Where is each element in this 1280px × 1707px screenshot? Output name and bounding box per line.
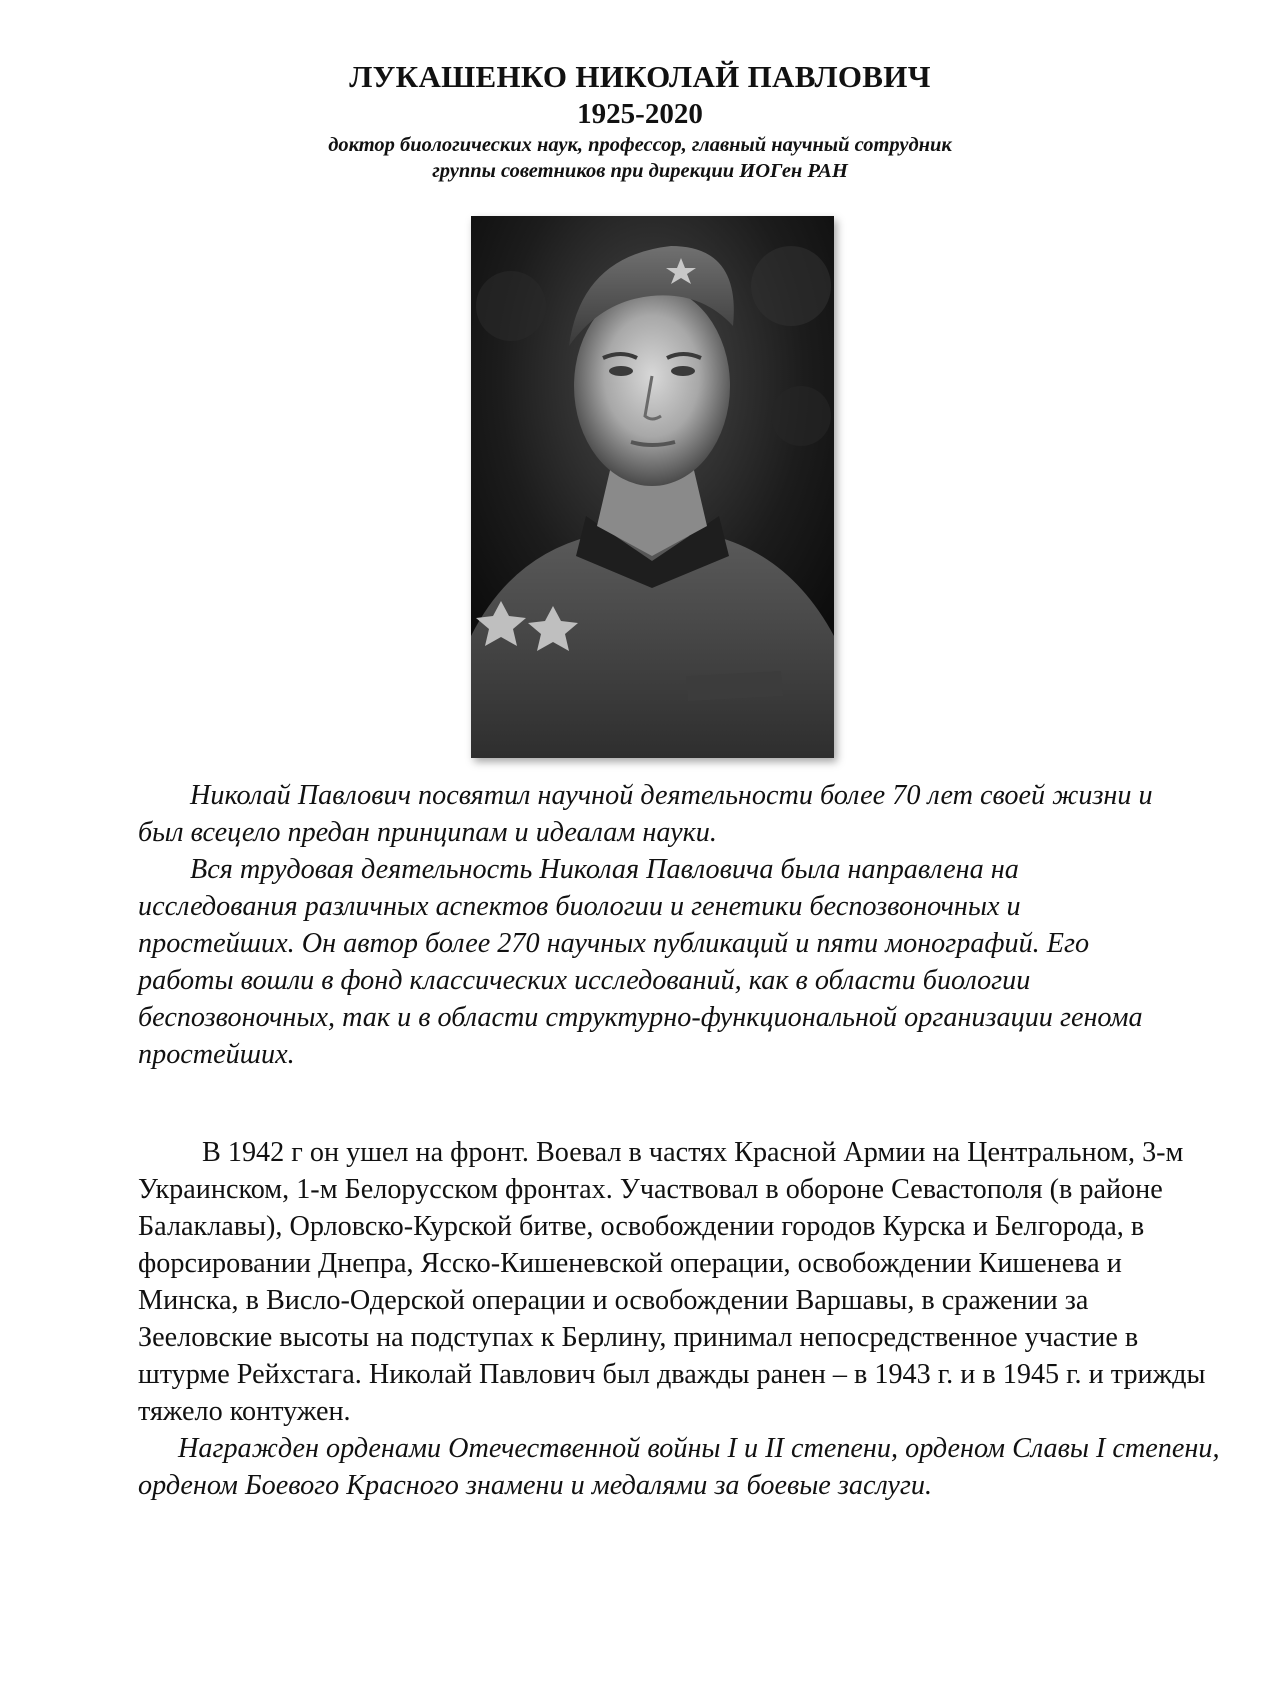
awards-paragraph: Награжден орденами Отечественной войны I и II степени, орденом Славы I степени, орденом Боевого Красного знамени и медалями за боевые заслуги. — [138, 1433, 1220, 1501]
biography-war — [138, 1134, 1228, 1504]
document-header — [0, 58, 1280, 184]
subtitle-line-1: доктор биологических наук, профессор, главный научный сотрудник — [328, 134, 952, 156]
bio-paragraph-2: Вся трудовая деятельность Николая Павловича была направлена на исследования различных аспектов биологии и генетики беспозвоночных и простейших. Он автор более 270 научных публикаций и пяти монографий. Его работы вошли в фонд классических исследований, как в области биологии беспозвоночных, так и в области структурно-функциональной организации генома простейших. — [138, 854, 1143, 1070]
war-paragraph: В 1942 г он ушел на фронт. Воевал в частях Красной Армии на Центральном, 3-м Украинском, 1-м Белорусском фронтах. Участвовал в обороне Севастополя (в районе Балаклавы), Орловско-Курской битве, освобождении городов Курска и Белгорода, в форсировании Днепра, Ясско-Кишеневской операции, освобождении Кишенева и Минска, в Висло-Одерской операции и освобождении Варшавы, в сражении за Зееловские высоты на подступах к Берлину, принимал непосредственное участие в штурме Рейхстага. Николай Павлович был дважды ранен – в 1943 г. и в 1945 г. и трижды тяжело контужен. — [138, 1137, 1206, 1427]
life-years: 1925-2020 — [577, 98, 703, 130]
portrait-photo — [471, 216, 834, 758]
portrait-photo-icon — [471, 216, 834, 758]
subtitle-line-2: группы советников при дирекции ИОГен РАН — [432, 160, 848, 182]
person-name: ЛУКАШЕНКО НИКОЛАЙ ПАВЛОВИЧ — [349, 59, 931, 94]
biography-science — [138, 777, 1168, 1073]
bio-paragraph-1: Николай Павлович посвятил научной деятельности более 70 лет своей жизни и был всецело предан принципам и идеалам науки. — [138, 780, 1153, 848]
